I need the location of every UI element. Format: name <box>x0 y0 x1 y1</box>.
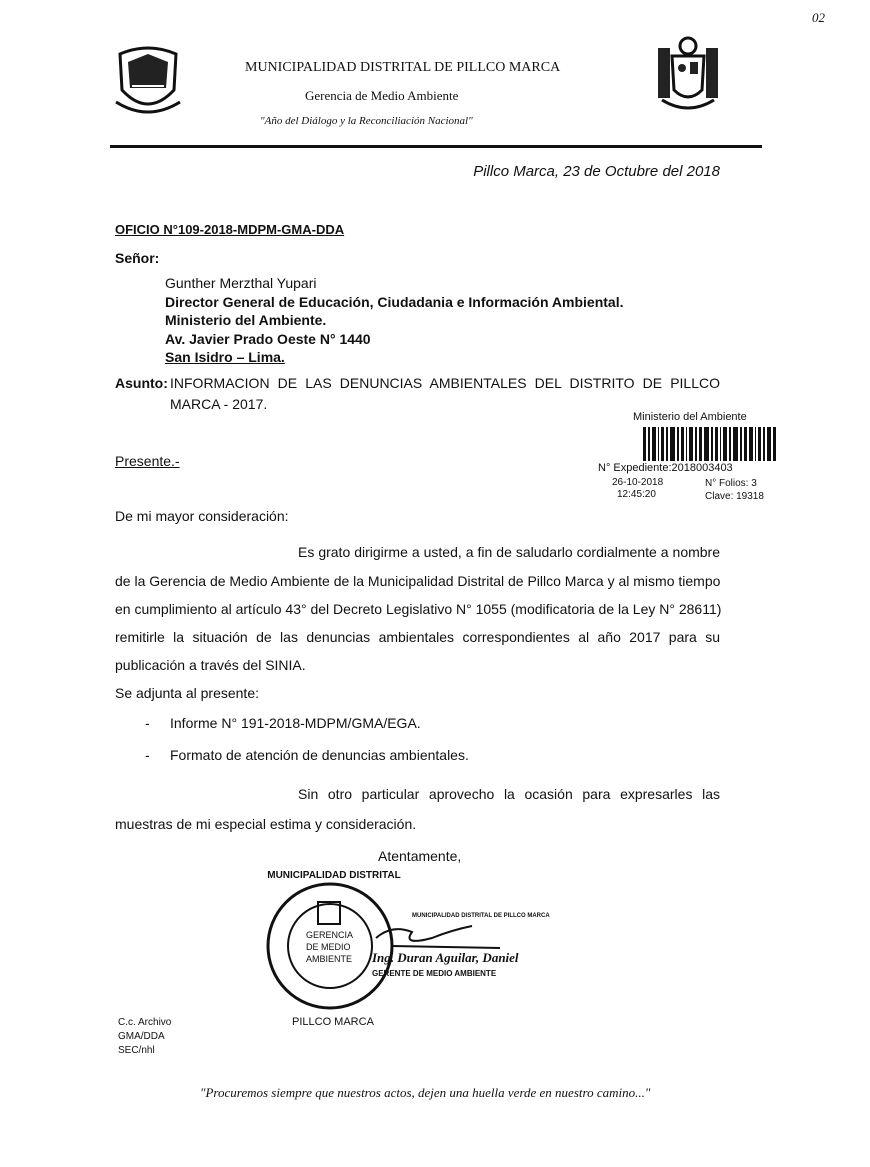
barcode-icon <box>643 427 779 461</box>
department-name: Gerencia de Medio Ambiente <box>305 88 459 103</box>
closing-line-1: Sin otro particular aprovecho la ocasión para expresarles las <box>298 786 720 802</box>
municipal-logo-icon <box>112 42 184 120</box>
seal-center-3: AMBIENTE <box>306 954 353 964</box>
attachment-item: Informe N° 191-2018-MDPM/GMA/EGA. <box>170 715 421 731</box>
seal-center-2: DE MEDIO <box>306 942 351 952</box>
bullet-dash: - <box>145 747 150 763</box>
seal-ring-top: MUNICIPALIDAD DISTRITAL <box>267 870 401 881</box>
seal-ring-bottom: PILLCO MARCA <box>292 1016 374 1028</box>
sign-off: Atentamente, <box>378 848 462 864</box>
body-line-4: remitirle la situación de las denuncias ambientales correspondientes al año 2017 para su <box>115 629 720 645</box>
subject-label: Asunto: <box>115 375 168 391</box>
header-divider <box>110 145 762 148</box>
recipient-name: Gunther Merzthal Yupari <box>165 275 317 291</box>
footer-quote: "Procuremos siempre que nuestros actos, dejen una huella verde en nuestro camino..." <box>200 1085 651 1100</box>
attachments-intro: Se adjunta al presente: <box>115 685 259 701</box>
subject-line-1: INFORMACION DE LAS DENUNCIAS AMBIENTALES DEL DISTRITO DE PILLCO <box>170 375 720 391</box>
signature-entity: MUNICIPALIDAD DISTRITAL DE PILLCO MARCA <box>412 913 550 919</box>
recipient-address: Av. Javier Prado Oeste N° 1440 <box>165 331 371 347</box>
attachment-item: Formato de atención de denuncias ambientales. <box>170 747 469 763</box>
subject-line-2: MARCA - 2017. <box>170 396 268 412</box>
copy-line: SEC/nhl <box>118 1045 155 1056</box>
body-line-2: de la Gerencia de Medio Ambiente de la Municipalidad Distrital de Pillco Marca y al mismo tiempo <box>115 573 721 589</box>
closing-line-2: muestras de mi especial estima y consideración. <box>115 816 417 832</box>
stamp-expediente: N° Expediente:2018003403 <box>598 462 733 474</box>
greeting: De mi mayor consideración: <box>115 508 289 524</box>
recipient-ministry: Ministerio del Ambiente. <box>165 312 327 328</box>
bullet-dash: - <box>145 715 150 731</box>
institution-name: MUNICIPALIDAD DISTRITAL DE PILLCO MARCA <box>245 60 561 75</box>
document-reference: OFICIO N°109-2018-MDPM-GMA-DDA <box>115 222 345 237</box>
date-line: Pillco Marca, 23 de Octubre del 2018 <box>473 163 720 180</box>
copy-line: GMA/DDA <box>118 1031 165 1042</box>
salutation-label: Señor: <box>115 250 160 266</box>
stamp-folios: N° Folios: 3 <box>705 478 757 489</box>
body-line-1: Es grato dirigirme a usted, a fin de saludarlo cordialmente a nombre <box>298 544 720 560</box>
peru-coat-of-arms-icon <box>652 34 724 114</box>
recipient-city: San Isidro – Lima. <box>165 349 285 365</box>
seal-center-1: GERENCIA <box>306 930 354 940</box>
handwritten-signature-icon <box>372 920 502 950</box>
page-number: 02 <box>812 10 825 25</box>
stamp-time: 12:45:20 <box>617 489 656 500</box>
presente: Presente.- <box>115 453 180 469</box>
body-line-3: en cumplimiento al artículo 43° del Decreto Legislativo N° 1055 (modificatoria de la Ley N° 28611) <box>115 601 722 617</box>
stamp-entity: Ministerio del Ambiente <box>633 411 747 423</box>
stamp-date: 26-10-2018 <box>612 477 664 488</box>
reception-stamp <box>595 405 785 510</box>
copy-line: C.c. Archivo <box>118 1017 172 1028</box>
recipient-title: Director General de Educación, Ciudadania e Información Ambiental. <box>165 294 624 310</box>
signatory-title: GERENTE DE MEDIO AMBIENTE <box>372 969 497 978</box>
body-line-5: publicación a través del SINIA. <box>115 657 306 673</box>
signatory-name: Ing. Duran Aguilar, Daniel <box>372 950 519 965</box>
year-motto: "Año del Diálogo y la Reconciliación Nacional" <box>260 115 473 127</box>
stamp-clave: Clave: 19318 <box>705 491 764 502</box>
